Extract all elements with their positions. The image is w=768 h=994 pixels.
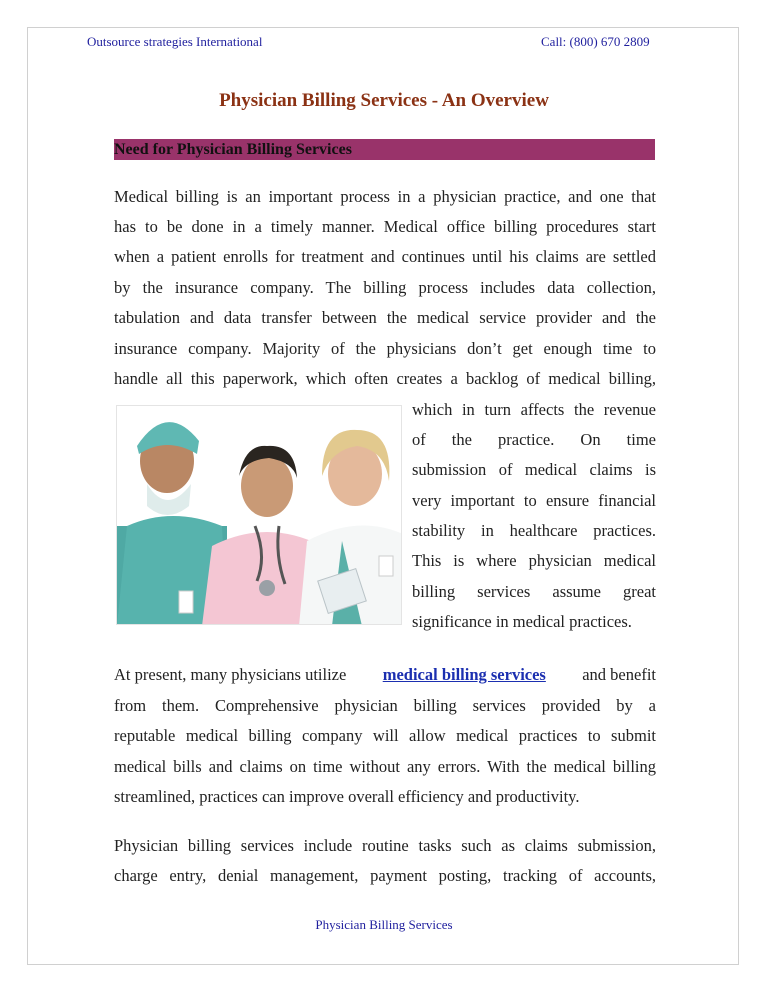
page-title: Physician Billing Services - An Overview xyxy=(219,90,549,111)
paragraph-line: very important to ensure financial xyxy=(412,491,656,510)
paragraph-text: At present, many physicians utilize xyxy=(114,665,347,684)
paragraph-line: when a patient enrolls for treatment and continues until his claims are settled xyxy=(114,247,656,266)
paragraph-line: reputable medical billing company will allow medical practices to submit xyxy=(114,726,656,745)
paragraph-line: insurance company. Majority of the physicians don’t get enough time to xyxy=(114,339,656,358)
medical-staff-illustration xyxy=(117,406,402,625)
page-footer: Physician Billing Services xyxy=(315,917,453,932)
paragraph-line: of the practice. On time xyxy=(412,430,656,449)
header-phone: Call: (800) 670 2809 xyxy=(541,34,650,49)
paragraph-line: streamlined, practices can improve overall efficiency and productivity. xyxy=(114,787,580,806)
paragraph-line: stability in healthcare practices. xyxy=(412,521,656,540)
paragraph-line: charge entry, denial management, payment posting, tracking of accounts, xyxy=(114,866,656,885)
header-company: Outsource strategies International xyxy=(87,34,263,49)
medical-staff-photo xyxy=(116,405,402,625)
paragraph-line: from them. Comprehensive physician billing services provided by a xyxy=(114,696,656,715)
paragraph-line: billing services assume great xyxy=(412,582,656,601)
paragraph-line: Medical billing is an important process in a physician practice, and one that xyxy=(114,187,656,206)
paragraph-line: significance in medical practices. xyxy=(412,612,632,631)
paragraph-text: and benefit xyxy=(582,665,656,684)
paragraph-line: This is where physician medical xyxy=(412,551,656,570)
section-heading: Need for Physician Billing Services xyxy=(114,141,352,158)
paragraph-line: has to be done in a timely manner. Medical office billing procedures start xyxy=(114,217,656,236)
paragraph-line: handle all this paperwork, which often creates a backlog of medical billing, xyxy=(114,369,656,388)
paragraph-line: medical bills and claims on time without any errors. With the medical billing xyxy=(114,757,656,776)
paragraph-line: submission of medical claims is xyxy=(412,460,656,479)
paragraph-line: which in turn affects the revenue xyxy=(412,400,656,419)
paragraph-line: Physician billing services include routine tasks such as claims submission, xyxy=(114,836,656,855)
paragraph-line-with-link xyxy=(114,665,656,685)
paragraph-line: by the insurance company. The billing process includes data collection, xyxy=(114,278,656,297)
paragraph-line: tabulation and data transfer between the medical service provider and the xyxy=(114,308,656,327)
medical-billing-services-link[interactable]: medical billing services xyxy=(382,665,546,684)
